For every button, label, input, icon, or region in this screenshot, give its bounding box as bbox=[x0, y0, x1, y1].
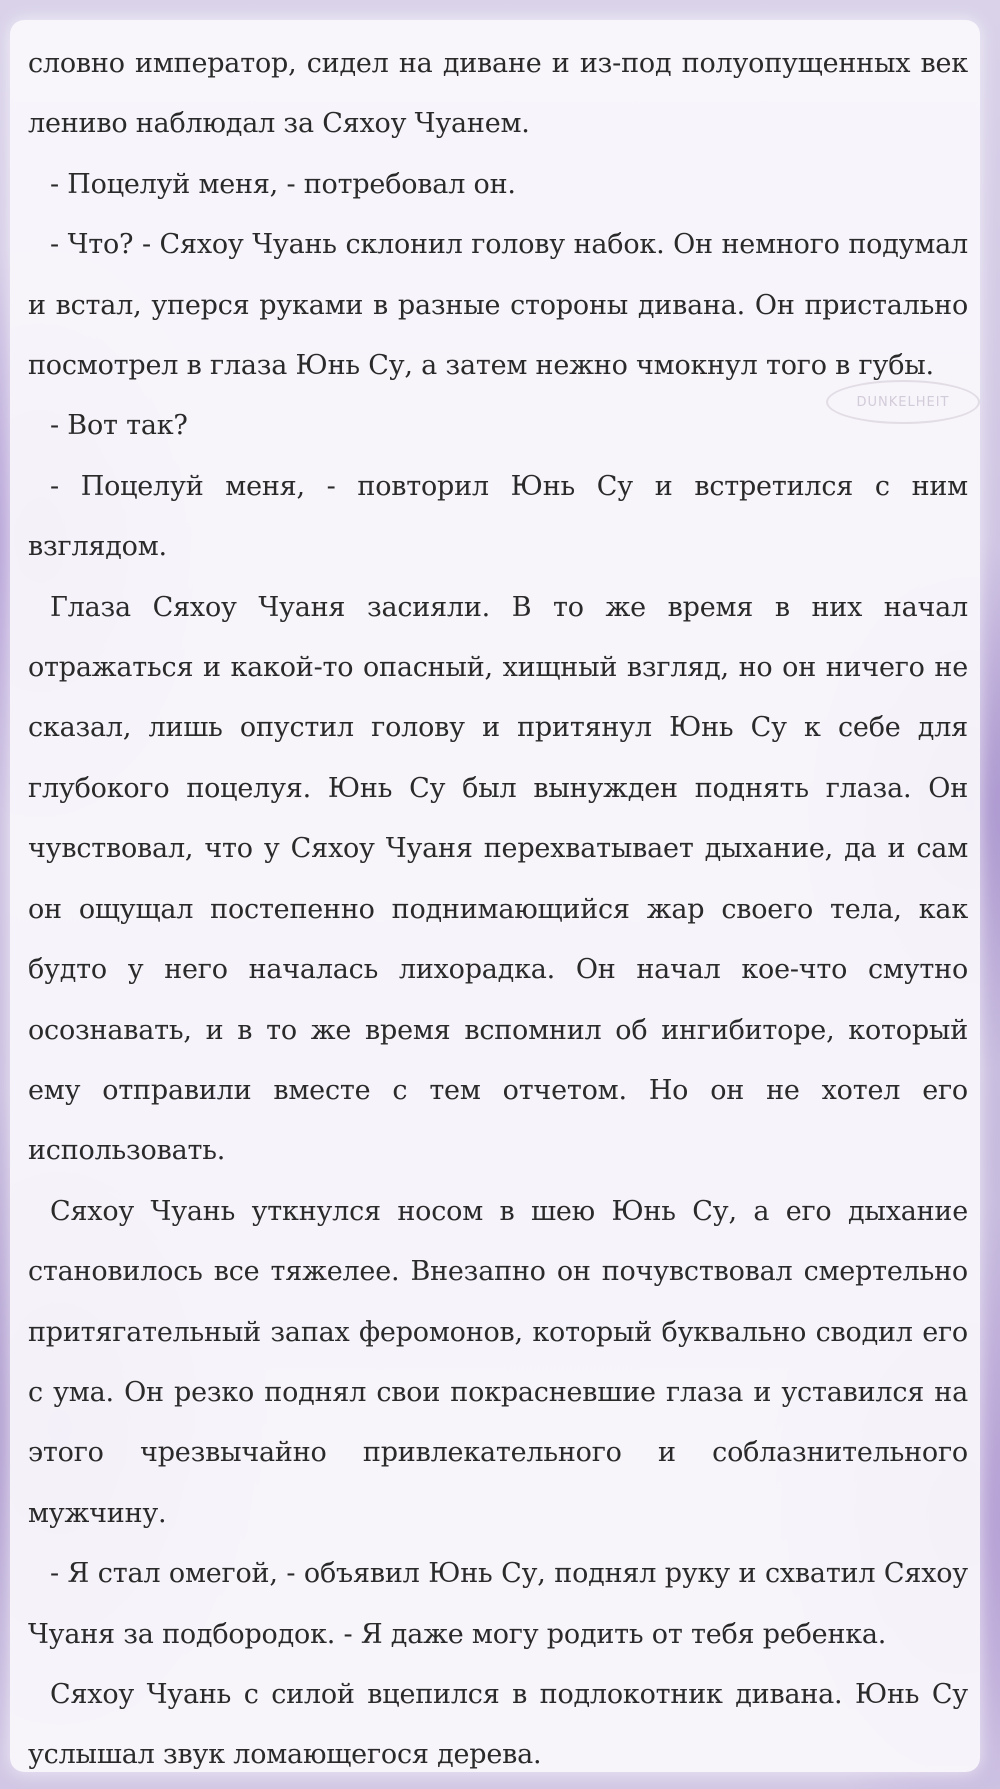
paragraph: - Я стал омегой, - объявил Юнь Су, поднял руку и схватил Сяхоу Чуаня за подбородок. - Я даже могу родить от тебя ребенка. bbox=[28, 1558, 968, 1650]
paragraph: - Вот так? bbox=[50, 410, 188, 442]
paragraph: - Поцелуй меня, - потребовал он. bbox=[50, 168, 516, 200]
watermark: DUNKELHEIT bbox=[826, 380, 980, 424]
paragraph: Сяхоу Чуань с силой вцепился в подлокотник дивана. Юнь Су услышал звук ломающегося дерева. bbox=[28, 1678, 968, 1771]
paragraph: Сяхоу Чуань уткнулся носом в шею Юнь Су, а его дыхание становилось все тяжелее. Внезапно он почувствовал смертельно притягательный запах феромонов, который буквально сводил его с ума. Он резко поднял свои покрасневшие глаза и уставился на этого чрезвычайно привлекательного и соблазнительного мужчину. bbox=[28, 1195, 968, 1529]
paragraph: Глаза Сяхоу Чуаня засияли. В то же время в них начал отражаться и какой-то опасный, хищный взгляд, но он ничего не сказал, лишь опустил голову и притянул Юнь Су к себе для глубокого поцелуя. Юнь Су был вынужден поднять глаза. Он чувствовал, что у Сяхоу Чуаня перехватывает дыхание, да и сам он ощущал постепенно поднимающийся жар своего тела, как будто у него началась лихорадка. Он начал кое-что смутно осознавать, и в то же время вспомнил об ингибиторе, который ему отправили вместе с тем отчетом. Но он не хотел его использовать. bbox=[28, 591, 968, 1167]
story-text bbox=[28, 34, 968, 1786]
paragraph: - Поцелуй меня, - повторил Юнь Су и встретился с ним взглядом. bbox=[28, 470, 968, 563]
paragraph: словно император, сидел на диване и из-под полуопущенных век лениво наблюдал за Сяхоу Чуанем. bbox=[28, 48, 968, 140]
paragraph: - Что? - Сяхоу Чуань склонил голову набок. Он немного подумал и встал, уперся руками в разные стороны дивана. Он пристально посмотрел в глаза Юнь Су, а затем нежно чмокнул того в губы. bbox=[28, 229, 968, 382]
